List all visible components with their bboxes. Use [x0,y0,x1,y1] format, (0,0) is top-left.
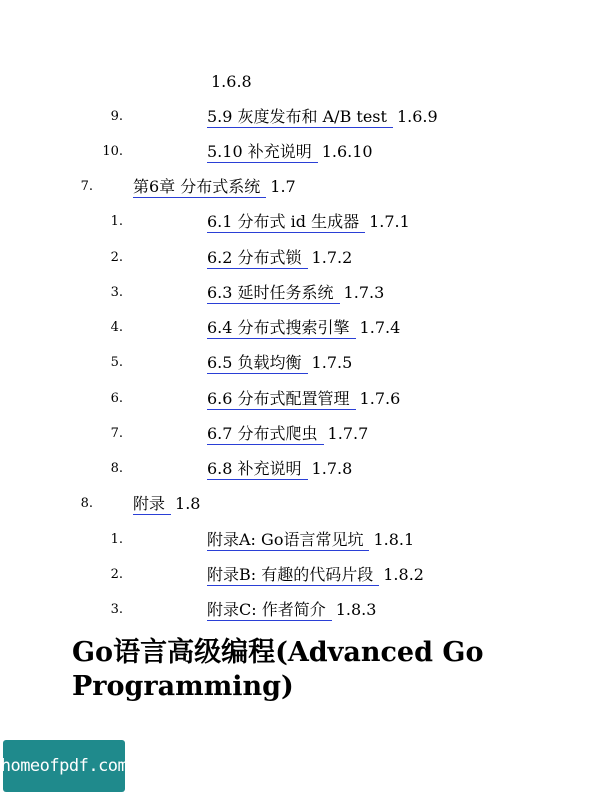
toc-item-number: 5. [110,355,123,370]
toc-item-number: 7. [80,179,93,194]
toc-item-number: 2. [110,567,123,582]
toc-item-number: 9. [110,109,123,124]
toc-item-ref: 1.7 [270,177,296,196]
toc-item-link[interactable]: 6.7 分布式爬虫 [207,424,324,445]
toc-item-ref: 1.8.3 [335,600,377,619]
toc-item-link[interactable]: 6.6 分布式配置管理 [207,389,356,410]
toc-item-number: 1. [110,532,123,547]
toc-item-number: 7. [110,426,123,441]
toc-item-number: 8. [110,461,123,476]
toc-item-link[interactable]: 5.9 灰度发布和 A/B test [207,107,393,128]
toc-item-ref: 1.7.6 [359,389,401,408]
toc-item-link[interactable]: 6.5 负载均衡 [207,353,308,374]
toc-item-link[interactable]: 附录C: 作者简介 [207,600,332,621]
toc-item-number: 1. [110,214,123,229]
toc-item-link[interactable]: 6.8 补充说明 [207,459,308,480]
toc-item-number: 3. [110,285,123,300]
toc-item-link[interactable]: 附录 [133,494,171,515]
toc-item-ref: 1.7.3 [343,283,385,302]
toc-item-ref: 1.7.8 [311,459,353,478]
toc-item-number: 3. [110,602,123,617]
toc-item-link[interactable]: 6.3 延时任务系统 [207,283,340,304]
toc-item-link[interactable]: 6.2 分布式锁 [207,248,308,269]
toc-item-link[interactable]: 附录A: Go语言常见坑 [207,530,369,551]
toc-continued-ref: 1.6.8 [211,72,252,91]
toc-item-ref: 1.7.1 [369,212,410,231]
toc-item-ref: 1.8.1 [373,530,415,549]
toc-item-ref: 1.8.2 [383,565,424,584]
toc-item-number: 4. [110,320,123,335]
toc-item-number: 6. [110,391,123,406]
toc-item-number: 10. [102,144,123,159]
toc-item-link[interactable]: 5.10 补充说明 [207,142,318,163]
toc-item-ref: 1.7.2 [311,248,353,267]
toc-item-ref: 1.7.5 [311,353,353,372]
toc-item-number: 2. [110,250,123,265]
toc-item-link[interactable]: 附录B: 有趣的代码片段 [207,565,379,586]
watermark-badge: homeofpdf.com [3,740,125,792]
toc-item-ref: 1.7.7 [327,424,369,443]
toc-item-link[interactable]: 6.4 分布式搜索引擎 [207,318,356,339]
toc-item-ref: 1.7.4 [359,318,401,337]
toc-item-link[interactable]: 第6章 分布式系统 [133,177,266,198]
toc-item-link[interactable]: 6.1 分布式 id 生成器 [207,212,365,233]
toc-item-ref: 1.6.10 [321,142,373,161]
toc-item-ref: 1.8 [175,494,201,513]
toc-item-ref: 1.6.9 [396,107,438,126]
book-title: Go语言高级编程(Advanced Go Programming) [72,637,484,702]
toc-item-number: 8. [80,496,93,511]
